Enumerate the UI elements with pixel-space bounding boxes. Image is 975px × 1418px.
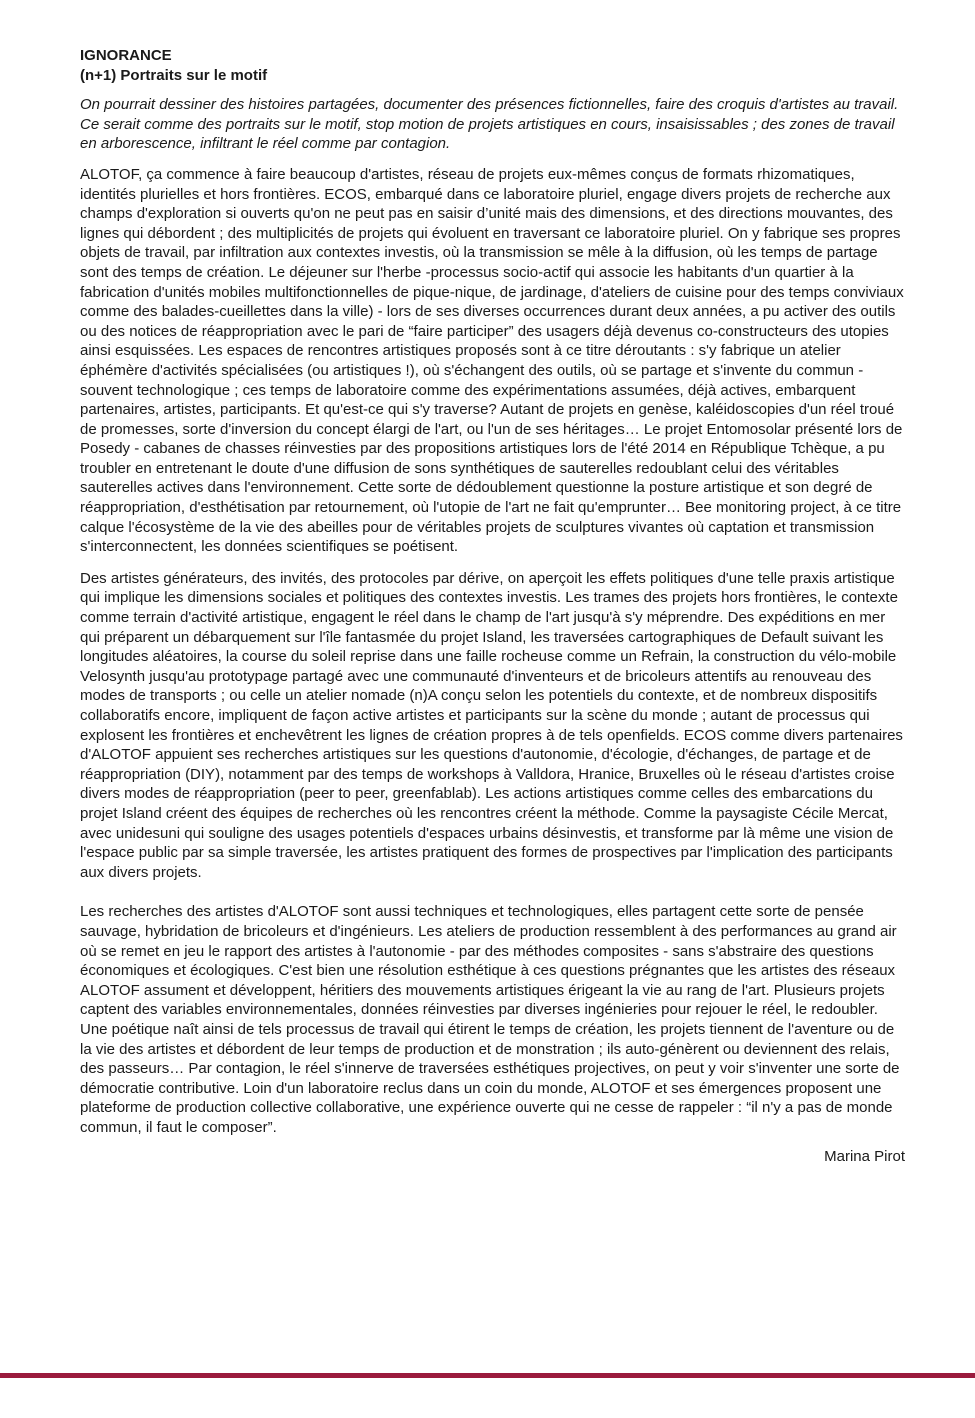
intro-paragraph: On pourrait dessiner des histoires partagées, documenter des présences fictionnelles, faire des croquis d'artistes au travail. Ce serait comme des portraits sur le motif, stop motion de projets artistiques en cours, insaisissables ; des zones de travail en arborescence, infiltrant le réel comme par contagion. <box>80 96 899 153</box>
author-signature: Marina Pirot <box>824 1148 905 1166</box>
document-title: IGNORANCE <box>80 47 172 64</box>
document-subtitle: (n+1) Portraits sur le motif <box>80 66 268 84</box>
body-paragraph-3: Les recherches des artistes d'ALOTOF sont aussi techniques et technologiques, elles partagent cette sorte de pensée sauvage, hybridation de bricoleurs et d'ingénieurs. Les ateliers de production ressemblent à des performances au grand air où se remet en jeu le rapport des artistes à l'autonomie - par des méthodes composites - sans s'abstraire des questions économiques et écologiques. C'est bien une résolution esthétique à ces questions prégnantes que les artistes des réseaux ALOTOF assument et développent, héritiers des mouvements artistiques érigeant la vie au rang de l'art. Plusieurs projets captent des variables environnementales, données réinvesties par diverses ingénieries pour rejouer le réel, le redoubler. Une poétique naît ainsi de tels processus de travail qui étirent le temps de création, les projets tiennent de l'aventure ou de la vie des artistes et débordent de leur temps de production et de monstration ; ils auto-génèrent ou deviennent des relais, des passeurs… Par contagion, le réel s'innerve de traversées esthétiques projectives, on peut y voir s'inventer une sorte de démocratie contributive. Loin d'un laboratoire reclus dans un coin du monde, ALOTOF et ses émergences proposent une plateforme de production collective collaborative, une expérience ouverte qui ne cesse de rappeler : “il n'y a pas de monde commun, il faut le composer”. <box>80 903 900 1136</box>
body-paragraph-2: Des artistes générateurs, des invités, des protocoles par dérive, on aperçoit les effets politiques d'une telle praxis artistique qui implique les dimensions sociales et politiques des contextes investis. Les trames des projets hors frontières, le contexte comme terrain d'activité artistique, engagent le réel dans le champ de l'art jusqu'à s'y méprendre. Des expéditions en mer qui préparent un débarquement sur l'île fantasmée du projet Island, les traversées cartographiques de Default suivant les longitudes aléatoires, la course du soleil reprise dans une faille rocheuse comme un Refrain, la construction du vélo-mobile Velosynth jusqu'au prototypage partagé avec une communauté d'inventeurs et de bricoleurs attentifs au renouveau des modes de transports ; ou celle un atelier nomade (n)A conçu selon les potentiels du contexte, et de nombreux dispositifs collaboratifs encore, impliquent de façon active artistes et participants sur la scène du monde ; autant de processus qui explosent les frontières et enchevêtrent les lignes de création propres à de tels openfields. ECOS comme divers partenaires d'ALOTOF appuient ses recherches artistiques sur les questions d'autonomie, d'écologie, d'échanges, de partage et de réappropriation (DIY), notamment par des temps de workshops à Valldora, Hranice, Bruxelles où le réseau d'artistes croise divers modes de réappropriation (peer to peer, greenfablab). Les actions artistiques comme celles des embarcations du projet Island créent des équipes de recherches où les rencontres créent la méthode. Comme la paysagiste Cécile Mercat, avec unidesuni qui souligne des usages potentiels d'espaces urbains désinvestis, et transforme par là même une vision de l'espace public par sa simple traversée, les artistes pratiquent des formes de prospectives par l'implication des participants aux divers projets. <box>80 569 903 881</box>
document-page <box>80 46 905 1167</box>
body-paragraph-1: ALOTOF, ça commence à faire beaucoup d'artistes, réseau de projets eux-mêmes conçus de formats rhizomatiques, identités plurielles et hors frontières. ECOS, embarqué dans ce laboratoire pluriel, engage divers projets de recherche aux champs d'exploration si ouverts qu'on ne peut pas en saisir d’unité mais des dimensions, et des directions mouvantes, des lignes qui débordent ; des multiplicités de projets qui évoluent en traversant ce laboratoire pluriel. On y fabrique ses propres objets de travail, par infiltration aux contextes investis, où la transmission se mêle à la diffusion, où les temps de partage sont des temps de création. Le déjeuner sur l'herbe -processus socio-actif qui associe les habitants d'un quartier à la fabrication d'unités mobiles multifonctionnelles de pique-nique, de jardinage, d'ateliers de cuisine pour des temps conviviaux comme des balades-cueillettes dans la ville) - lors de ses diverses occurrences durant deux années, a pu activer des outils ou des notices de réappropriation avec le pari de “faire participer” des usagers déjà devenus co-constructeurs des utopies ainsi esquissées. Les espaces de rencontres artistiques proposés sont à ce titre déroutants : s'y fabrique un atelier éphémère d'activités spécialisées (ou artistiques !), où s'échangent des outils, où se partage et s'invente du commun - souvent technologique ; ces temps de laboratoire comme des expérimentations assumées, déjà actives, embarquent partenaires, artistes, participants. Et qu'est-ce qui s'y traverse? Autant de projets en genèse, kaléidoscopies d'un réel troué de promesses, sorte d'inversion du concept élargi de l'art, ou l'un de ses héritages… Le projet Entomosolar présenté lors de Posedy - cabanes de chasses réinvesties par des propositions artistiques lors de l'été 2014 en République Tchèque, a pu troubler en entretenant le doute d'une diffusion de sons synthétiques de sauterelles redoublant celui des véritables sauterelles actives dans l'environnement. Cette sorte de dédoublement questionne la posture artistique et son degré de réappropriation, d'esthétisation par retournement, où l'utopie de l'art ne fait qu'emprunter… Bee monitoring project, à ce titre calque l'écosystème de la vie des abeilles pour de véritables projets de sculptures vivantes où captation et transmission s'interconnectent, les données scientifiques se poétisent. <box>80 165 904 556</box>
footer-divider <box>0 1373 975 1378</box>
